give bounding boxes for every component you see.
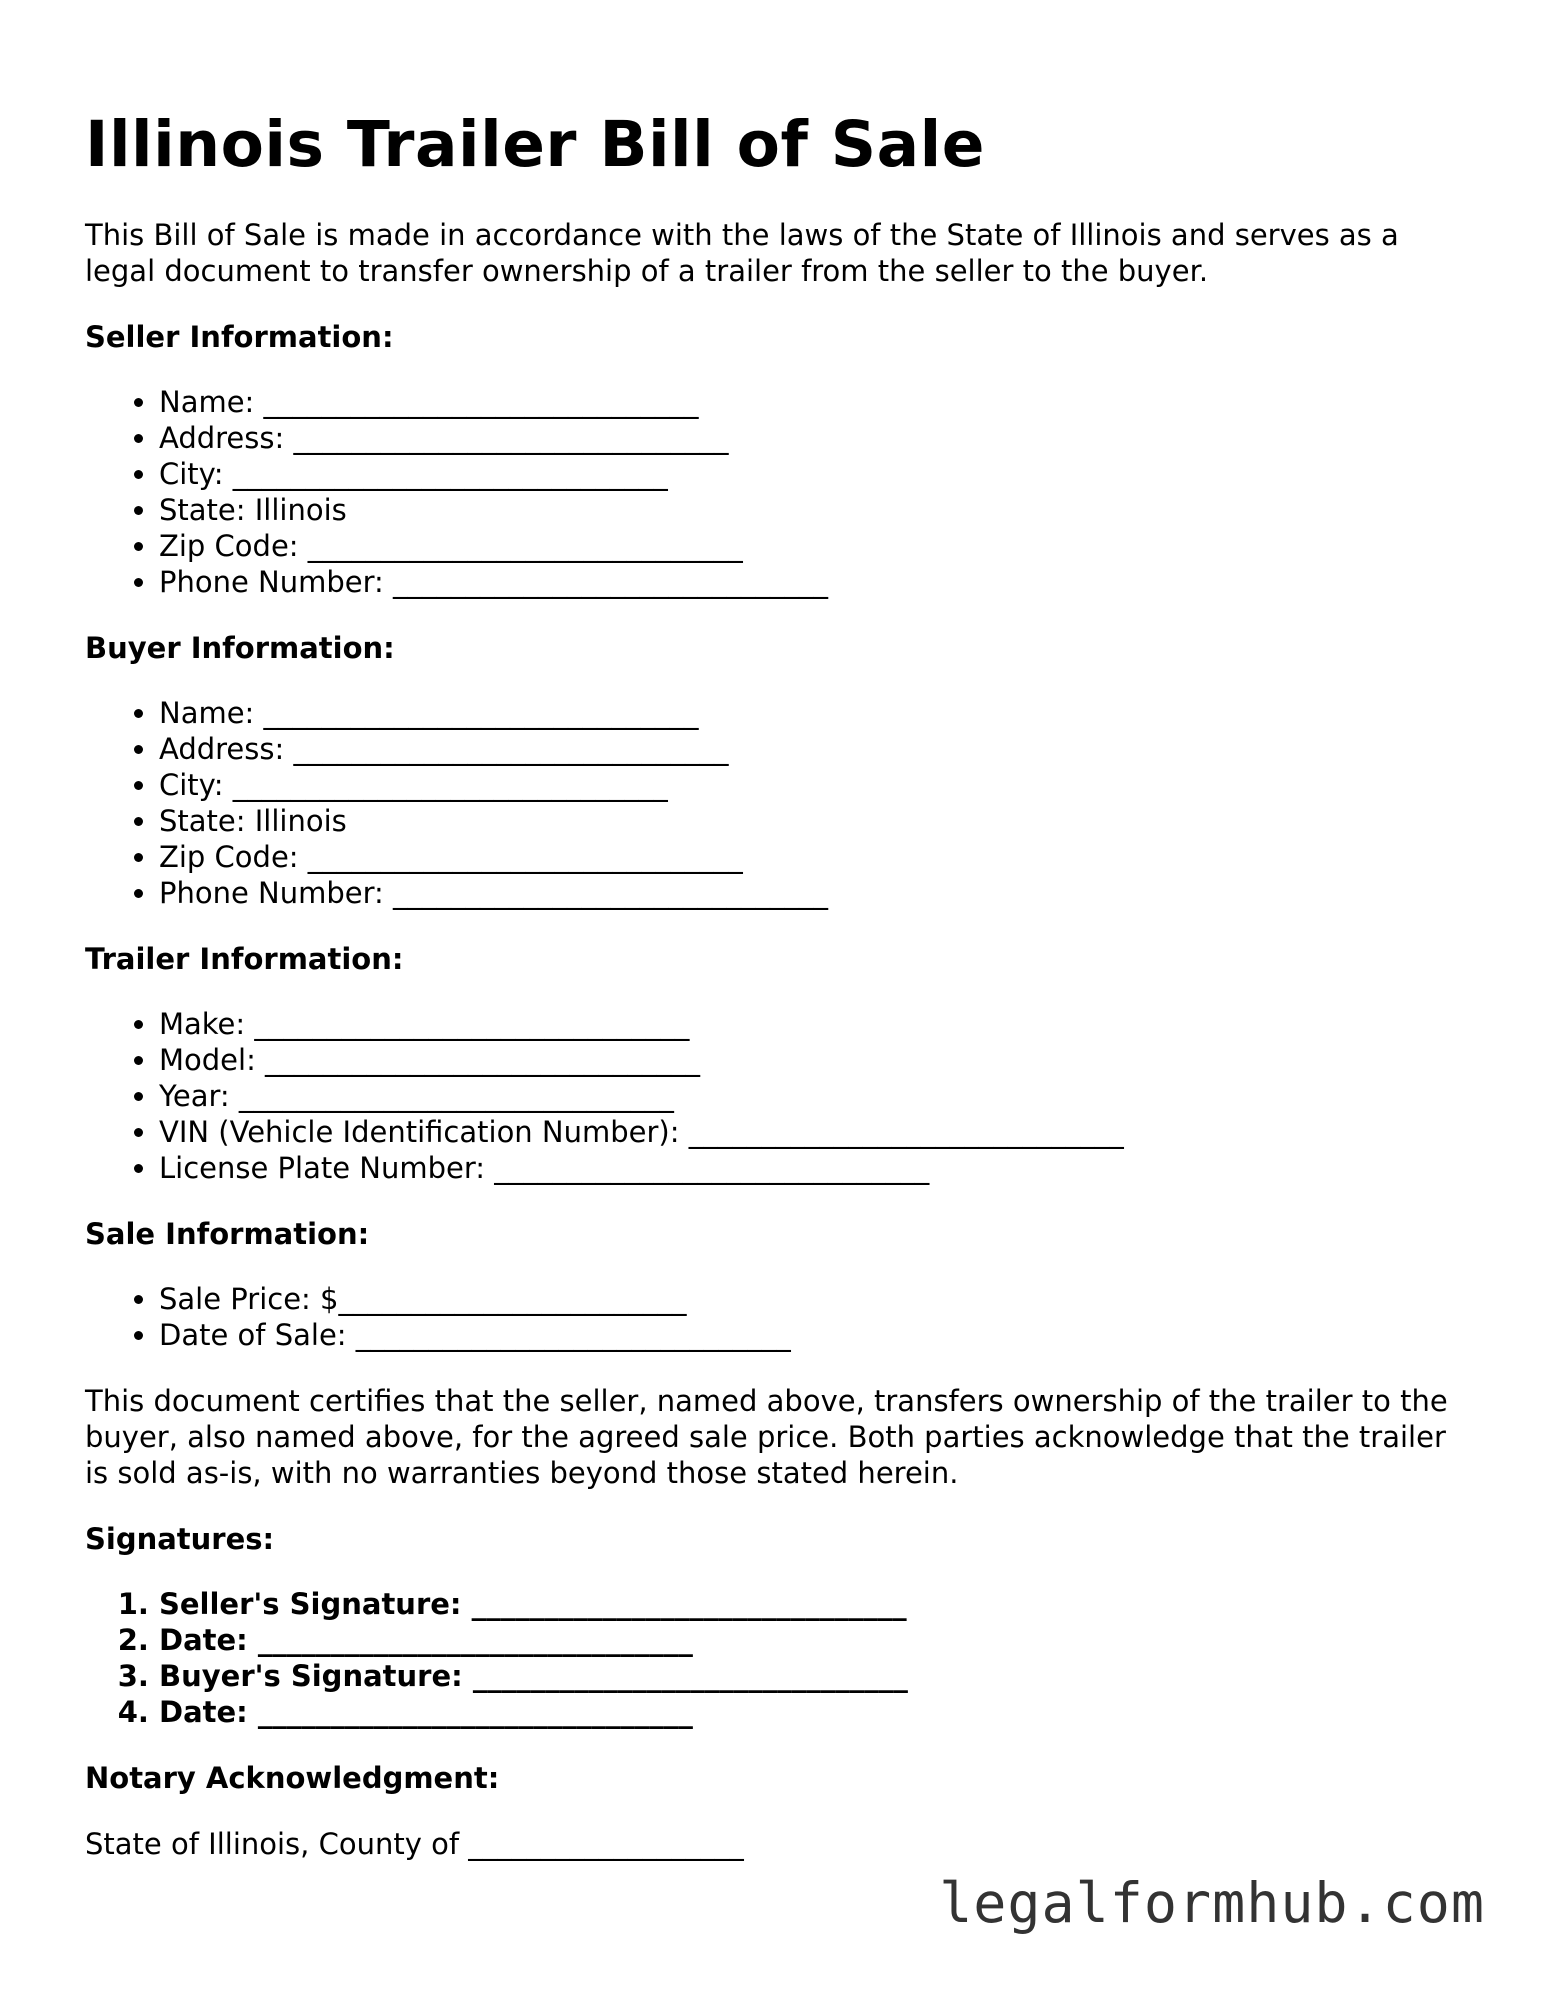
sale-section-heading: Sale Information:: [85, 1217, 370, 1251]
trailer-plate-field: • License Plate Number: ______________________________: [159, 1150, 1465, 1186]
seller-city-field: • City: ______________________________: [159, 456, 1465, 492]
sale-price-field: • Sale Price: $________________________: [159, 1281, 1465, 1317]
watermark-logo: legalformhub.com: [939, 1871, 1485, 1935]
trailer-info-list: [85, 1006, 1465, 1186]
sale-info-list: [85, 1281, 1465, 1353]
page-title: Illinois Trailer Bill of Sale: [85, 108, 986, 181]
seller-info-list: [85, 384, 1465, 600]
seller-phone-field: • Phone Number: ______________________________: [159, 564, 1465, 600]
buyer-date-field: 4. Date: ______________________________: [159, 1694, 1465, 1730]
notary-section-heading: Notary Acknowledgment:: [85, 1761, 500, 1795]
seller-zip-field: • Zip Code: ______________________________: [159, 528, 1465, 564]
sale-date-field: • Date of Sale: ______________________________: [159, 1317, 1465, 1353]
buyer-address-field: • Address: ______________________________: [159, 731, 1465, 767]
seller-name-field: • Name: ______________________________: [159, 384, 1465, 420]
intro-paragraph: This Bill of Sale is made in accordance with the laws of the State of Illinois and serves as a legal document to transfer ownership of a trailer from the seller to the buyer.: [85, 218, 1399, 288]
seller-section-heading: Seller Information:: [85, 320, 394, 354]
certification-paragraph: This document certifies that the seller, named above, transfers ownership of the trailer to the buyer, also named above, for the agreed sale price. Both parties acknowledge that the trailer is sold as-is, with no warranties beyond those stated herein.: [85, 1384, 1448, 1490]
signatures-list: [85, 1586, 1465, 1730]
seller-signature-field: 1. Seller's Signature: ______________________________: [159, 1586, 1465, 1622]
seller-date-field: 2. Date: ______________________________: [159, 1622, 1465, 1658]
seller-address-field: • Address: ______________________________: [159, 420, 1465, 456]
buyer-name-field: • Name: ______________________________: [159, 695, 1465, 731]
buyer-state-field: • State: Illinois: [159, 803, 1465, 839]
buyer-info-list: [85, 695, 1465, 911]
buyer-zip-field: • Zip Code: ______________________________: [159, 839, 1465, 875]
buyer-city-field: • City: ______________________________: [159, 767, 1465, 803]
buyer-section-heading: Buyer Information:: [85, 631, 395, 665]
notary-county-line: State of Illinois, County of ___________________: [85, 1827, 744, 1861]
seller-state-field: • State: Illinois: [159, 492, 1465, 528]
trailer-make-field: • Make: ______________________________: [159, 1006, 1465, 1042]
trailer-year-field: • Year: ______________________________: [159, 1078, 1465, 1114]
trailer-section-heading: Trailer Information:: [85, 942, 404, 976]
buyer-signature-field: 3. Buyer's Signature: ______________________________: [159, 1658, 1465, 1694]
document-page: [85, 100, 1465, 1862]
trailer-model-field: • Model: ______________________________: [159, 1042, 1465, 1078]
trailer-vin-field: • VIN (Vehicle Identification Number): ______________________________: [159, 1114, 1465, 1150]
buyer-phone-field: • Phone Number: ______________________________: [159, 875, 1465, 911]
signatures-section-heading: Signatures:: [85, 1522, 275, 1556]
